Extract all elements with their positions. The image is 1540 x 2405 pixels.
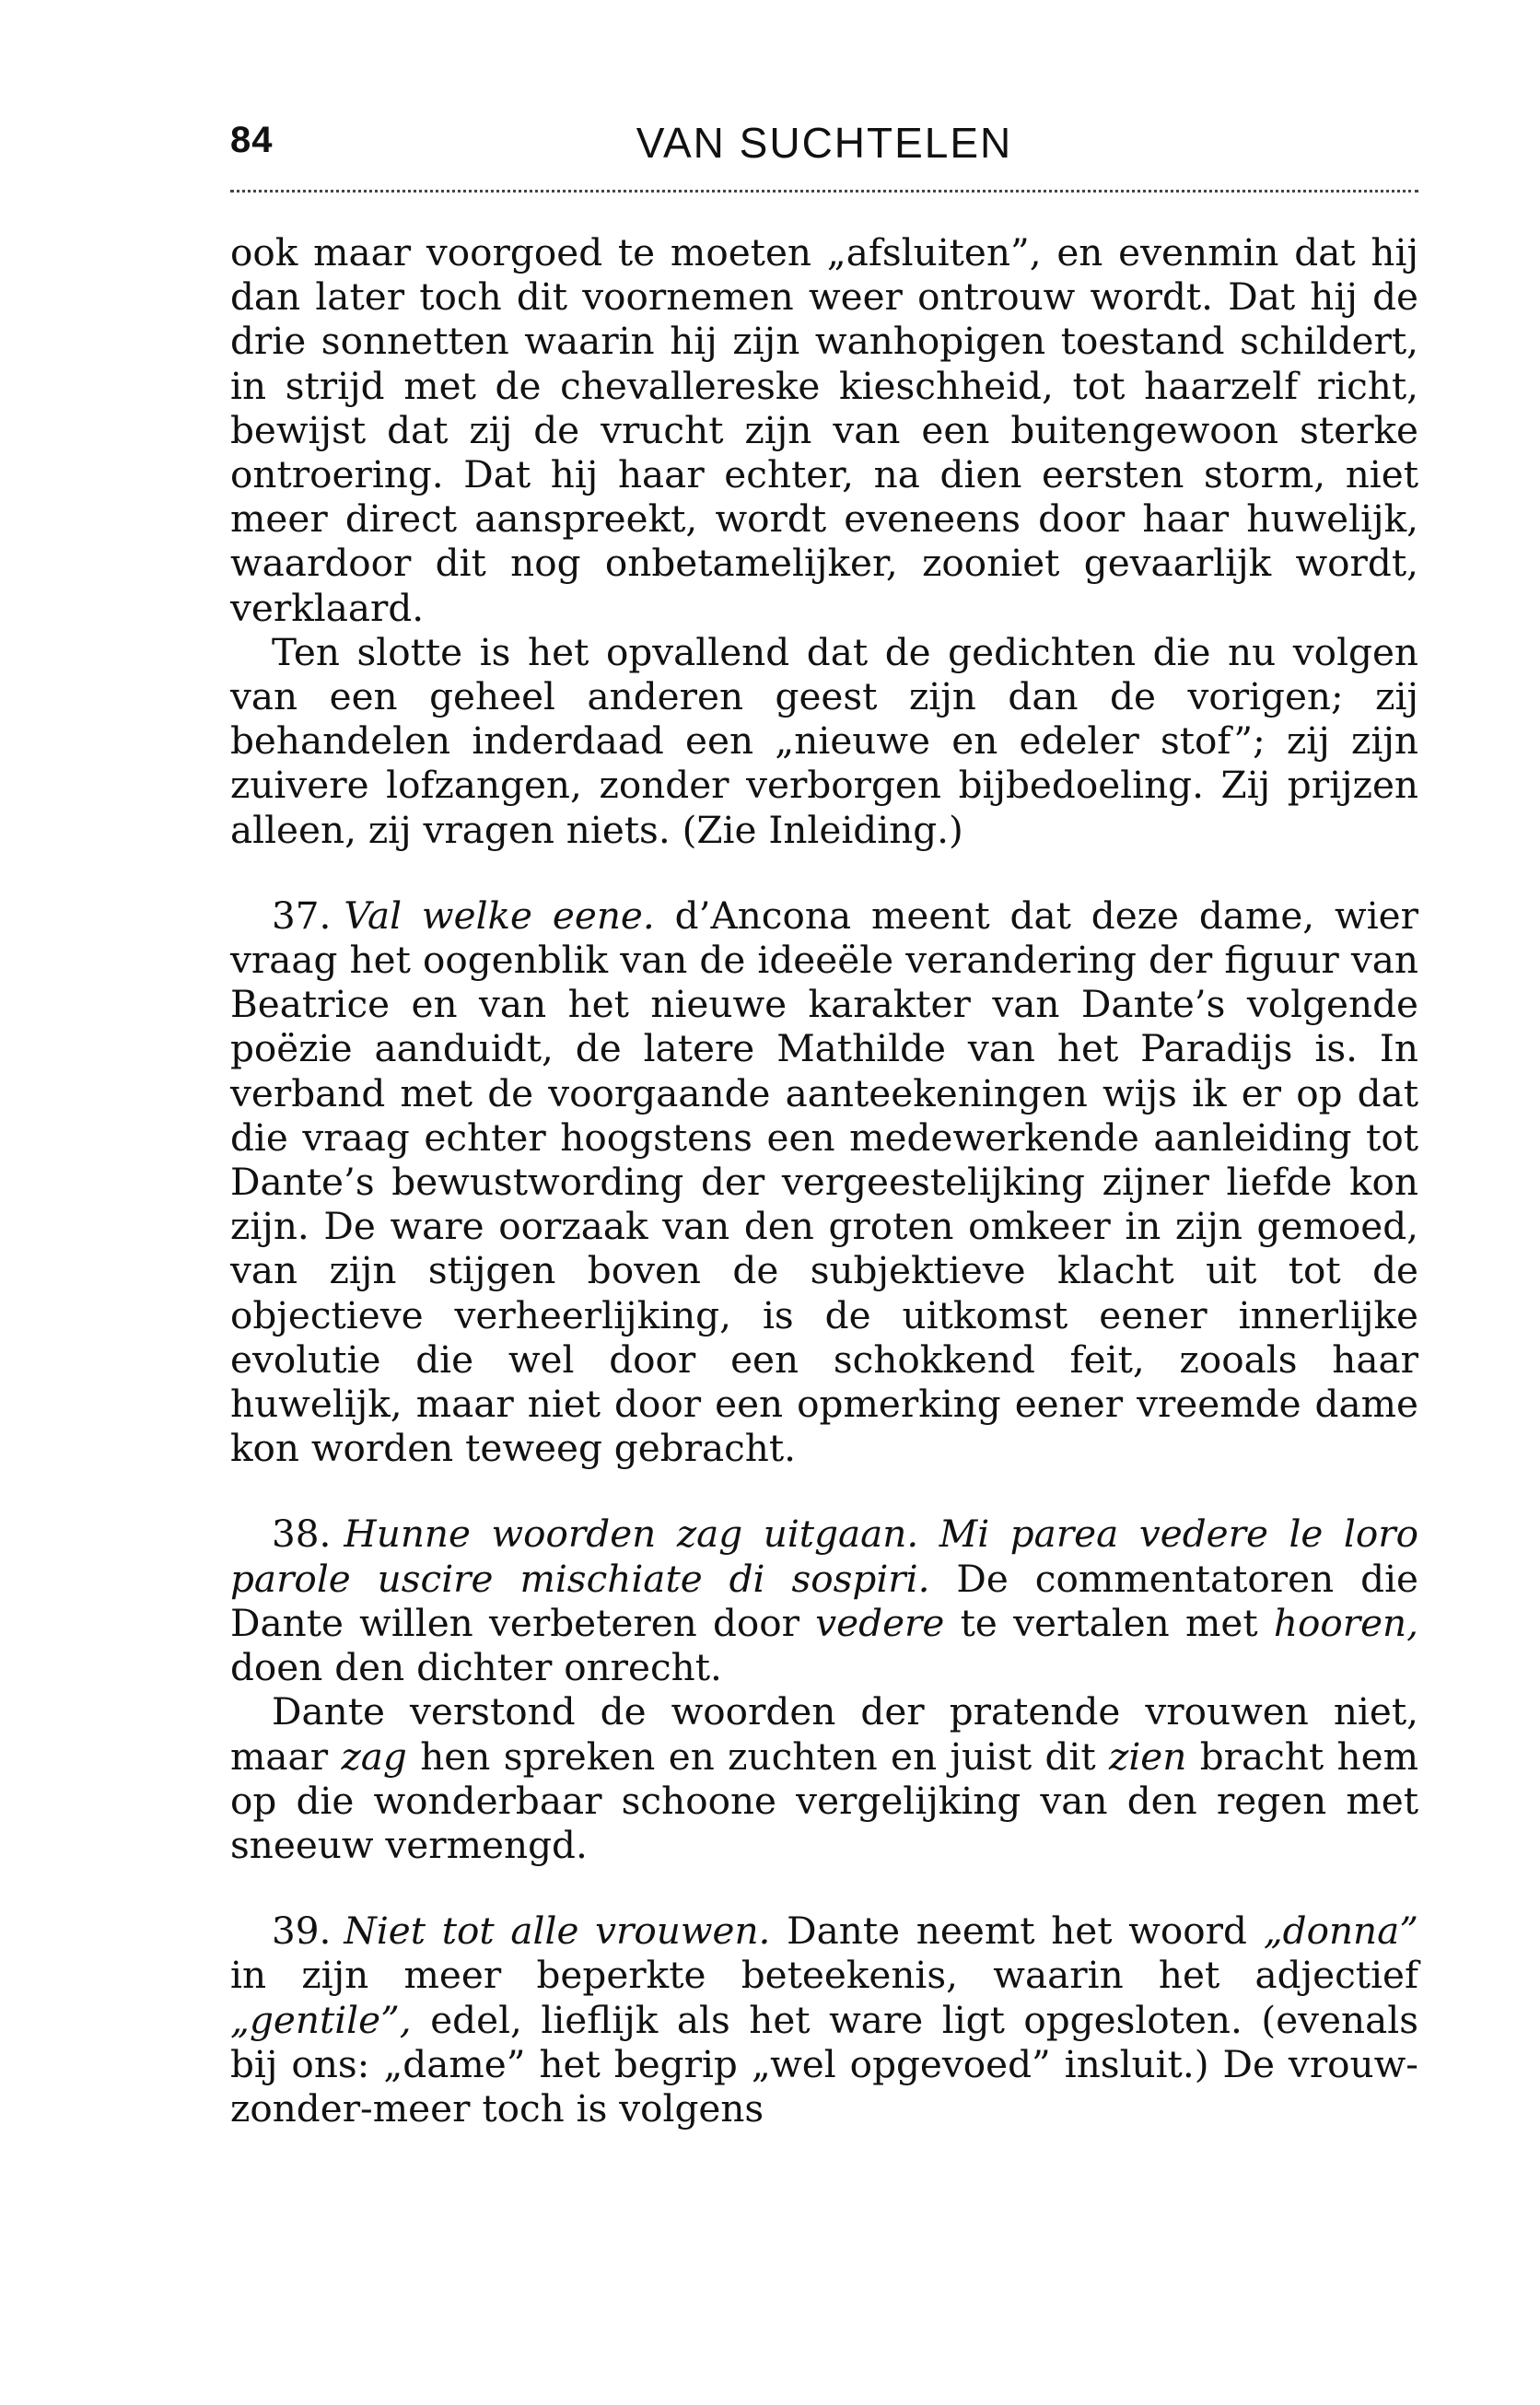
note-38-lemma: Hunne woorden zag uitgaan. Mi parea vedere le loro parole uscire mischiate di sospiri.	[230, 1512, 1418, 1601]
note-38-paragraph-2	[230, 1689, 1418, 1867]
note-39-lemma: Niet tot alle vrouwen.	[344, 1909, 771, 1954]
note-39-text-1: Dante neemt het woord	[770, 1909, 1264, 1954]
note-37	[230, 893, 1418, 1471]
note-38-italic-zag: zag	[341, 1734, 407, 1779]
note-38-italic-zien: zien	[1108, 1734, 1187, 1779]
note-39-text-3: edel, lieflijk als het ware ligt opgesloten. (evenals bij ons: „dame” het begrip „wel opgevoed” insluit.) De vrouw-zonder-meer toch is volgens	[230, 1997, 1418, 2131]
page-body	[230, 230, 1418, 2131]
note-38-italic-hooren: hooren,	[1273, 1600, 1418, 1645]
note-39-number: 39.	[272, 1909, 332, 1954]
page-header	[230, 101, 1418, 175]
note-37-text: d’Ancona meent dat deze dame, wier vraag het oogenblik van de ideeële verandering der figuur van Beatrice en van het nieuwe karakter van Dante’s volgende poëzie aanduidt, de latere Mathilde van het Paradijs is. In verband met de voorgaande aanteekeningen wijs ik er op dat die vraag echter hoogstens een medewerkende aanleiding tot Dante’s bewustwording der vergeestelijking zijner liefde kon zijn. De ware oorzaak van den groten omkeer in zijn gemoed, van zijn stijgen boven de subjektieve klacht uit tot de objectieve verheerlijking, is de uitkomst eener innerlijke evolutie die wel door een schokkend feit, zooals haar huwelijk, maar niet door een opmerking eener vreemde dame kon worden teweeg gebracht.	[230, 893, 1418, 1471]
note-37-number: 37.	[272, 893, 332, 938]
note-39-italic-donna: „donna”	[1263, 1909, 1418, 1954]
note-38-p2-text-3: bracht hem op die wonderbaar schoone vergelijking van den regen met sneeuw vermengd.	[230, 1734, 1418, 1867]
book-page	[230, 101, 1418, 2131]
note-39-italic-gentile: „gentile”,	[230, 1997, 412, 2042]
paragraph-ten-slotte: Ten slotte is het opvallend dat de gedichten die nu volgen van een geheel anderen geest zijn dan de vorigen; zij behandelen inderdaad een „nieuwe en edeler stof”; zij zijn zuivere lofzangen, zonder verborgen bijbedoeling. Zij prijzen alleen, zij vragen niets. (Zie Inleiding.)	[230, 629, 1418, 852]
note-38-text-1: De commentatoren die Dante willen verbeteren door	[230, 1556, 1418, 1645]
note-38-italic-vedere: vedere	[815, 1600, 945, 1645]
note-39-text-2: in zijn meer beperkte beteekenis, waarin het adjectief	[230, 1953, 1418, 1998]
note-39	[230, 1909, 1418, 2131]
note-38-number: 38.	[272, 1512, 332, 1557]
paragraph-continued: ook maar voorgoed te moeten „afsluiten”, en evenmin dat hij dan later toch dit voornemen weer ontrouw wordt. Dat hij de drie sonnetten waarin hij zijn wanhopigen toestand schildert, in strijd met de chevallereske kieschheid, tot haarzelf richt, bewijst dat zij de vrucht zijn van een buitengewoon sterke ontroering. Dat hij haar echter, na dien eersten storm, niet meer direct aanspreekt, wordt eveneens door haar huwelijk, waardoor dit nog onbetamelijker, zooniet gevaarlijk wordt, verklaard.	[230, 230, 1418, 630]
note-38-text-2: te vertalen met	[944, 1600, 1274, 1645]
note-37-lemma: Val welke eene.	[344, 893, 655, 938]
note-38-p2-text-1: Dante verstond de woorden der pratende vrouwen niet, maar	[230, 1689, 1418, 1779]
note-38-p2-text-2: hen spreken en zuchten en juist dit	[406, 1734, 1109, 1779]
running-head: VAN SUCHTELEN	[636, 119, 1013, 167]
note-38-text-3: doen den dichter onrecht.	[230, 1645, 722, 1690]
note-38	[230, 1512, 1418, 1689]
page-number: 84	[230, 120, 274, 160]
header-dotted-rule	[230, 190, 1418, 193]
